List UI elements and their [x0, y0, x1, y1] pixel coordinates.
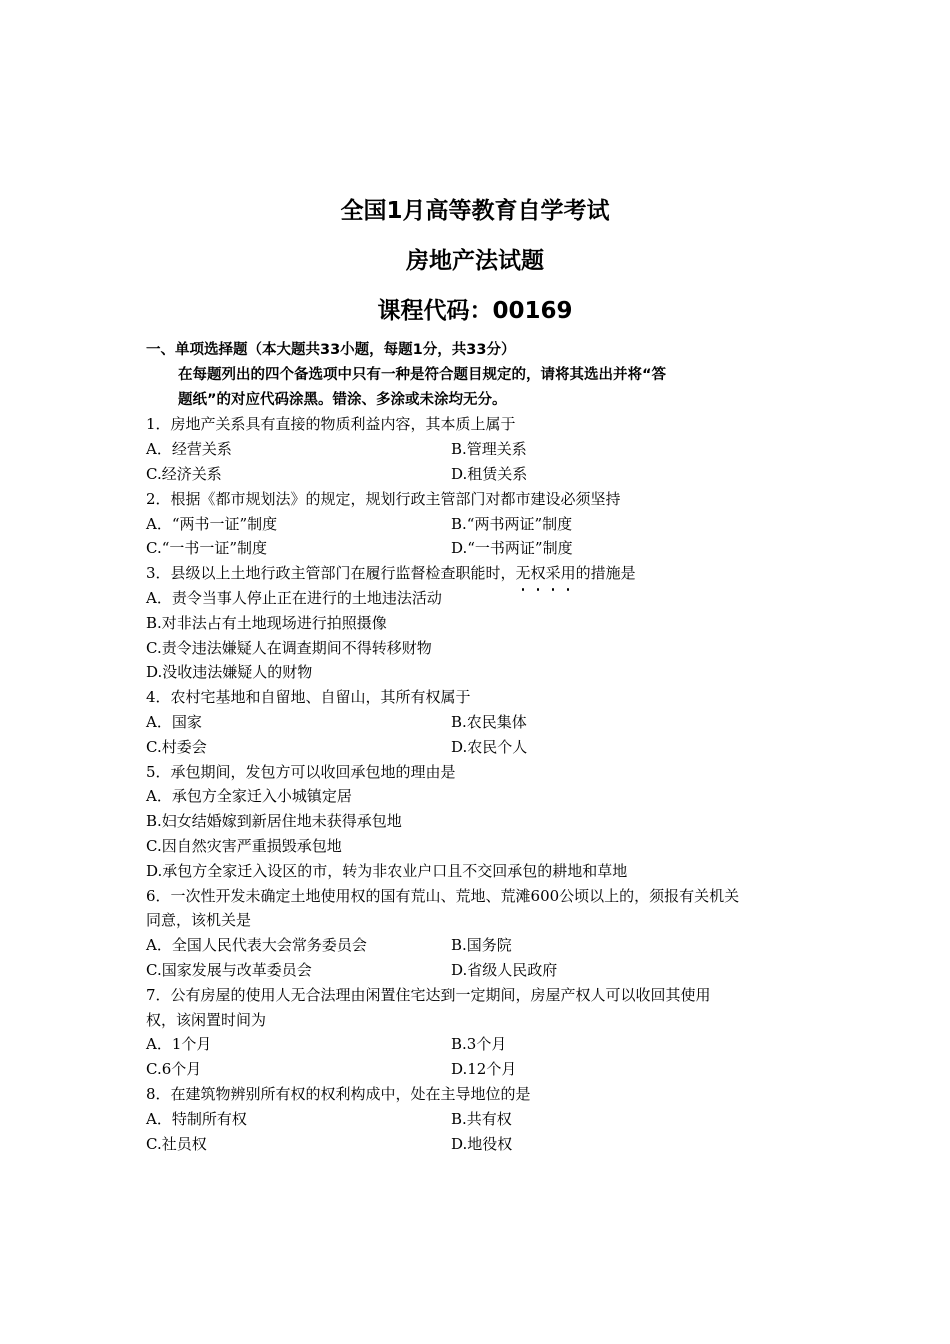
- question-4-option-a: A．国家: [146, 712, 202, 731]
- emphasis-char: 权: [531, 561, 546, 586]
- question-6-option-a: A．全国人民代表大会常务委员会: [146, 936, 367, 955]
- question-2-stem: 2．根据《都市规划法》的规定，规划行政主管部门对都市建设必须坚持: [146, 489, 621, 508]
- question-7-option-d: D.12个月: [451, 1060, 517, 1079]
- question-6-option-c: C.国家发展与改革委员会: [146, 960, 312, 979]
- question-8-options-row-2: [146, 1132, 836, 1157]
- question-7-options-row-1: [146, 1032, 836, 1057]
- question-4-stem: 4．农村宅基地和自留地、自留山，其所有权属于: [146, 688, 471, 707]
- question-7-stem-line-2: 权，该闲置时间为: [146, 1010, 267, 1029]
- question-2-options-row-2: [146, 536, 836, 561]
- question-6-stem-line-2: 同意，该机关是: [146, 911, 252, 930]
- question-3-option-b: B.对非法占有土地现场进行拍照摄像: [146, 613, 387, 632]
- question-5-option-a: A．承包方全家迁入小城镇定居: [146, 787, 352, 806]
- question-1-stem: 1．房地产关系具有直接的物质利益内容，其本质上属于: [146, 415, 516, 434]
- question-4-option-b: B.农民集体: [451, 712, 527, 731]
- question-2-option-c: C.“一书一证”制度: [146, 539, 268, 558]
- question-2-option-a: A．“两书一证”制度: [146, 514, 278, 533]
- question-1-option-c: C.经济关系: [146, 464, 222, 483]
- question-7-options-row-2: [146, 1057, 836, 1082]
- question-3-stem-start: 3．县级以上土地行政主管部门在履行监督检查职能时，: [146, 564, 516, 583]
- question-3-stem: [146, 561, 836, 586]
- question-7-option-b: B.3个月: [451, 1035, 507, 1054]
- question-2-options-row-1: [146, 512, 836, 537]
- question-3-option-d: D.没收违法嫌疑人的财物: [146, 663, 313, 682]
- emphasis-char: 无: [516, 561, 531, 586]
- question-6-stem-line-1: 6．一次性开发未确定土地使用权的国有荒山、荒地、荒滩600公顷以上的，须报有关机关: [146, 886, 740, 905]
- question-1-options-row-1: [146, 437, 836, 462]
- exam-body: [146, 338, 836, 1156]
- question-4-option-c: C.村委会: [146, 737, 207, 756]
- question-4-option-d: D.农民个人: [451, 737, 528, 756]
- question-6-options-row-2: [146, 958, 836, 983]
- question-8-option-c: C.社员权: [146, 1134, 207, 1153]
- question-2-option-d: D.“一书两证”制度: [451, 539, 573, 558]
- section-instruction-1: 在每题列出的四个备选项中只有一种是符合题目规定的，请将其选出并将“答: [178, 366, 667, 383]
- question-2-option-b: B.“两书两证”制度: [451, 514, 573, 533]
- question-5-option-b: B.妇女结婚嫁到新居住地未获得承包地: [146, 812, 402, 831]
- question-5-stem: 5．承包期间，发包方可以收回承包地的理由是: [146, 762, 456, 781]
- question-5-option-d: D.承包方全家迁入设区的市，转为非农业户口且不交回承包的耕地和草地: [146, 861, 628, 880]
- subject-title: 房地产法试题: [406, 248, 544, 274]
- question-8-option-d: D.地役权: [451, 1134, 513, 1153]
- question-8-stem: 8．在建筑物辨别所有权的权利构成中，处在主导地位的是: [146, 1084, 531, 1103]
- question-3-emphasis: [516, 564, 576, 582]
- question-6-option-b: B.国务院: [451, 936, 512, 955]
- question-8-options-row-1: [146, 1107, 836, 1132]
- question-4-options-row-2: [146, 735, 836, 760]
- question-1-option-a: A．经营关系: [146, 440, 232, 459]
- question-1-option-b: B.管理关系: [451, 440, 527, 459]
- section-heading: 一、单项选择题（本大题共33小题，每题1分，共33分）: [146, 342, 516, 358]
- question-1-option-d: D.租赁关系: [451, 464, 528, 483]
- question-3-option-c: C.责令违法嫌疑人在调查期间不得转移财物: [146, 638, 432, 657]
- question-5-option-c: C.因自然灾害严重损毁承包地: [146, 836, 342, 855]
- question-8-option-b: B.共有权: [451, 1109, 512, 1128]
- emphasis-char: 用: [561, 561, 576, 586]
- exam-title: 全国1月高等教育自学考试: [340, 198, 610, 224]
- section-instruction-2: 题纸”的对应代码涂黑。错涂、多涂或未涂均无分。: [178, 391, 507, 408]
- question-1-options-row-2: [146, 462, 836, 487]
- course-code: 课程代码：00169: [377, 298, 573, 324]
- question-7-option-c: C.6个月: [146, 1060, 202, 1079]
- question-8-option-a: A．特制所有权: [146, 1109, 247, 1128]
- question-4-options-row-1: [146, 710, 836, 735]
- question-3-option-a: A．责令当事人停止正在进行的土地违法活动: [146, 588, 442, 607]
- question-7-stem-line-1: 7．公有房屋的使用人无合法理由闲置住宅达到一定期间，房屋产权人可以收回其使用: [146, 985, 711, 1004]
- question-6-option-d: D.省级人民政府: [451, 960, 558, 979]
- question-7-option-a: A．1个月: [146, 1035, 212, 1054]
- emphasis-char: 采: [546, 561, 561, 586]
- question-3-stem-end: 的措施是: [575, 564, 636, 583]
- question-6-options-row-1: [146, 933, 836, 958]
